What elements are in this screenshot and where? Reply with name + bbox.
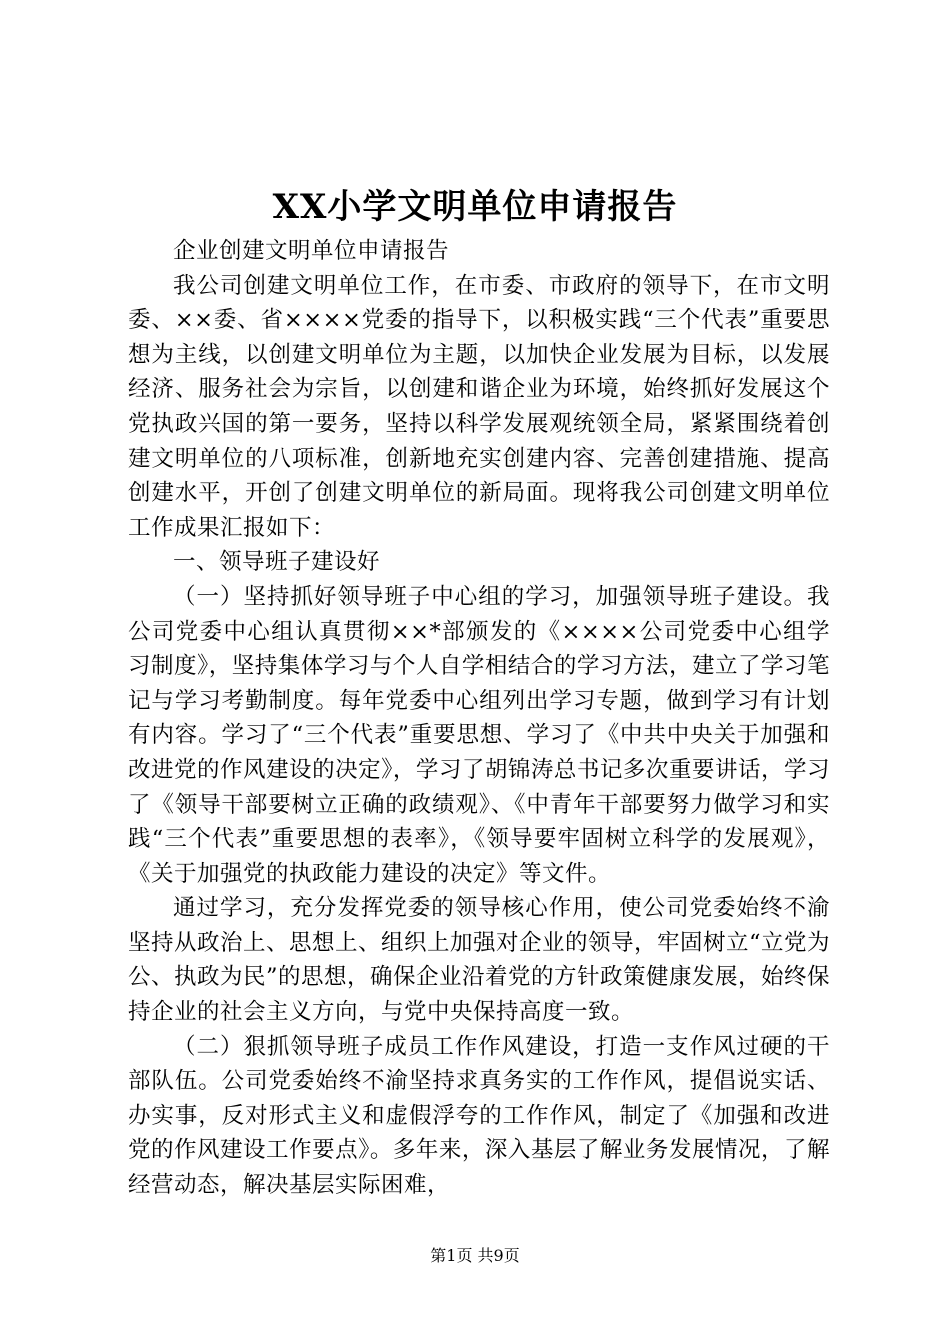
body-paragraph: （二）狠抓领导班子成员工作作风建设，打造一支作风过硬的干部队伍。公司党委始终不渝坚持求真务实的工作作风，提倡说实话、办实事，反对形式主义和虚假浮夸的工作作风，制定了《加强和改进党的作风建设工作要点》。多年来，深入基层了解业务发展情况，了解经营动态，解决基层实际困难， xyxy=(128,1033,830,1199)
subtitle-paragraph: 企业创建文明单位申请报告 xyxy=(173,238,450,264)
page-number-footer: 第1页 共9页 xyxy=(430,1246,520,1265)
document-title: XX小学文明单位申请报告 xyxy=(272,187,678,227)
document-body xyxy=(128,234,830,1203)
body-paragraph: 通过学习，充分发挥党委的领导核心作用，使公司党委始终不渝坚持从政治上、思想上、组织上加强对企业的领导，牢固树立“立党为公、执政为民”的思想，确保企业沿着党的方针政策健康发展，始终保持企业的社会主义方向，与党中央保持高度一致。 xyxy=(128,895,831,1026)
section-heading: 一、领导班子建设好 xyxy=(173,549,381,576)
intro-paragraph: 我公司创建文明单位工作，在市委、市政府的领导下，在市文明委、××委、省××××党委的指导下，以积极实践“三个代表”重要思想为主线，以创建文明单位为主题，以加快企业发展为目标，以发展经济、服务社会为宗旨，以创建和谐企业为环境，始终抓好发展这个党执政兴国的第一要务，坚持以科学发展观统领全局，紧紧围绕着创建文明单位的八项标准，创新地充实创建内容、完善创建措施、提高创建水平，开创了创建文明单位的新局面。现将我公司创建文明单位工作成果汇报如下： xyxy=(128,272,830,541)
body-paragraph: （一）坚持抓好领导班子中心组的学习，加强领导班子建设。我公司党委中心组认真贯彻××*部颁发的《××××公司党委中心组学习制度》，坚持集体学习与个人自学相结合的学习方法，建立了学习笔记与学习考勤制度。每年党委中心组列出学习专题，做到学习有计划有内容。学习了“三个代表”重要思想、学习了《中共中央关于加强和改进党的作风建设的决定》，学习了胡锦涛总书记多次重要讲话，学习了《领导干部要树立正确的政绩观》、《中青年干部要努力做学习和实践“三个代表”重要思想的表率》，《领导要牢固树立科学的发展观》，《关于加强党的执政能力建设的决定》等文件。 xyxy=(128,583,830,887)
